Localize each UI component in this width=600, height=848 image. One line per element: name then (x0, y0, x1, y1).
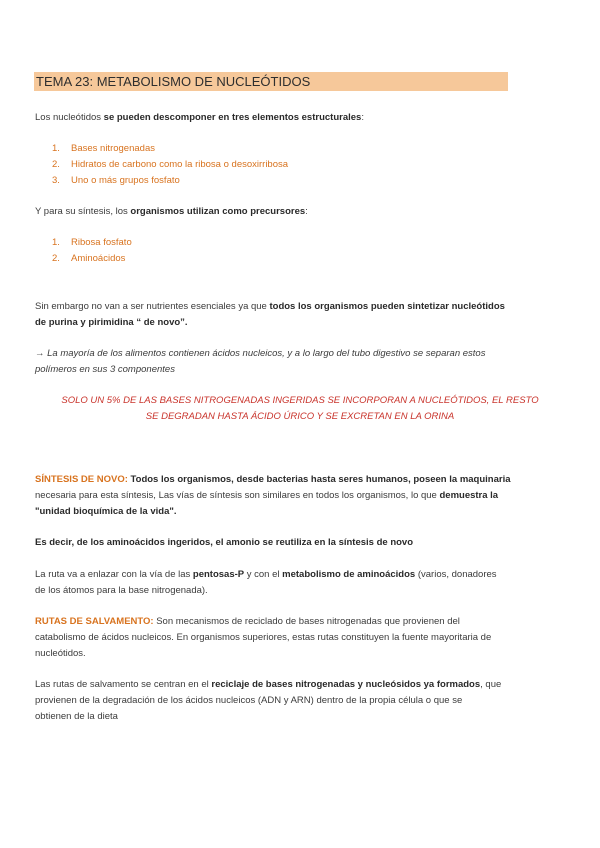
nonessential-bold-1: todos los organismos pueden sintetizar nucleótidos (269, 301, 505, 312)
list-text: Bases nitrogenadas (71, 143, 155, 154)
nonessential-bold-2: de purina y pirimidina “ de novo”. (35, 317, 188, 328)
ruta-text-3: (varios, donadores (415, 569, 497, 580)
list-number: 1. (52, 143, 60, 154)
intro-colon: : (361, 112, 364, 123)
reciclaje-bold: reciclaje de bases nitrogenadas y nucleósidos ya formados (211, 679, 481, 690)
red-note-line-1: SOLO UN 5% DE LAS BASES NITROGENADAS INGERIDAS SE INCORPORAN A NUCLEÓTIDOS, EL RESTO (61, 395, 539, 406)
list-number: 1. (52, 237, 60, 248)
ruta-text-2: y con el (244, 569, 283, 580)
arrow-note (35, 346, 555, 378)
de-novo-paragraph (35, 472, 555, 520)
list-item (52, 157, 288, 173)
reciclaje-text: Las rutas de salvamento se centran en el (35, 679, 212, 690)
nonessential-paragraph (35, 299, 555, 331)
amonio-paragraph (35, 535, 555, 551)
intro-paragraph (35, 110, 555, 126)
reciclaje-line-3: obtienen de la dieta (35, 711, 118, 722)
title-bar (34, 72, 508, 91)
arrow-note-line-2: polímeros en sus 3 componentes (35, 364, 175, 375)
list-number: 3. (52, 175, 60, 186)
red-note-line-2: SE DEGRADAN HASTA ÁCIDO ÚRICO Y SE EXCRETAN EN LA ORINA (145, 411, 455, 422)
nonessential-text: Sin embargo no van a ser nutrientes esenciales ya que (35, 301, 270, 312)
synthesis-paragraph (35, 204, 555, 220)
de-novo-heading: SÍNTESIS DE NOVO: (35, 474, 128, 485)
intro-text: Los nucleótidos (35, 112, 104, 123)
synth-colon: : (305, 206, 308, 217)
list-item (52, 251, 125, 267)
ruta-text: La ruta va a enlazar con la vía de las (35, 569, 193, 580)
de-novo-bold: Todos los organismos, desde bacterias hasta seres humanos, poseen la maquinaria (127, 474, 511, 485)
list-number: 2. (52, 253, 60, 264)
salvamento-line-3: nucleótidos. (35, 648, 86, 659)
amonio-text: Es decir, de los aminoácidos ingeridos, el amonio se reutiliza en la síntesis de novo (35, 537, 414, 548)
intro-bold: se pueden descomponer en tres elementos estructurales (103, 112, 362, 123)
ruta-bold-metabolismo: metabolismo de aminoácidos (282, 569, 416, 580)
de-novo-text: necesaria para esta síntesis, Las vías de síntesis son similares en todos los organismos, lo que (35, 490, 440, 501)
list-number: 2. (52, 159, 60, 170)
arrow-note-line-1: → La mayoría de los alimentos contienen ácidos nucleicos, y a lo largo del tubo digestivo se separan estos (35, 348, 486, 359)
ruta-paragraph (35, 567, 555, 599)
synth-text: Y para su síntesis, los (35, 206, 131, 217)
de-novo-bold-3: "unidad bioquímica de la vida". (35, 506, 177, 517)
salvamento-line-2: catabolismo de ácidos nucleicos. En organismos superiores, estas rutas constituyen la fuente mayoritaria de (35, 632, 492, 643)
list-text: Uno o más grupos fosfato (71, 175, 180, 186)
list-text: Aminoácidos (71, 253, 126, 264)
page-title: TEMA 23: METABOLISMO DE NUCLEÓTIDOS (36, 74, 311, 89)
ruta-bold-pentosas: pentosas-P (192, 569, 245, 580)
list-text: Ribosa fosfato (71, 237, 132, 248)
list-item (52, 141, 155, 157)
de-novo-bold-2: demuestra la (439, 490, 499, 501)
reciclaje-paragraph (35, 677, 555, 725)
red-note (35, 393, 565, 425)
list-text: Hidratos de carbono como la ribosa o desoxirribosa (71, 159, 289, 170)
reciclaje-text-2: , que (480, 679, 502, 690)
salvamento-paragraph (35, 614, 555, 662)
reciclaje-line-2: provienen de la degradación de los ácidos nucleicos (ADN y ARN) dentro de la propia célula o que se (35, 695, 463, 706)
salvamento-heading: RUTAS DE SALVAMENTO: (35, 616, 154, 627)
salvamento-line-1: Son mecanismos de reciclado de bases nitrogenadas que provienen del (153, 616, 460, 627)
list-item (52, 235, 132, 251)
ruta-line-2: de los átomos para la base nitrogenada). (35, 585, 208, 596)
synth-bold: organismos utilizan como precursores (130, 206, 306, 217)
list-item (52, 173, 180, 189)
